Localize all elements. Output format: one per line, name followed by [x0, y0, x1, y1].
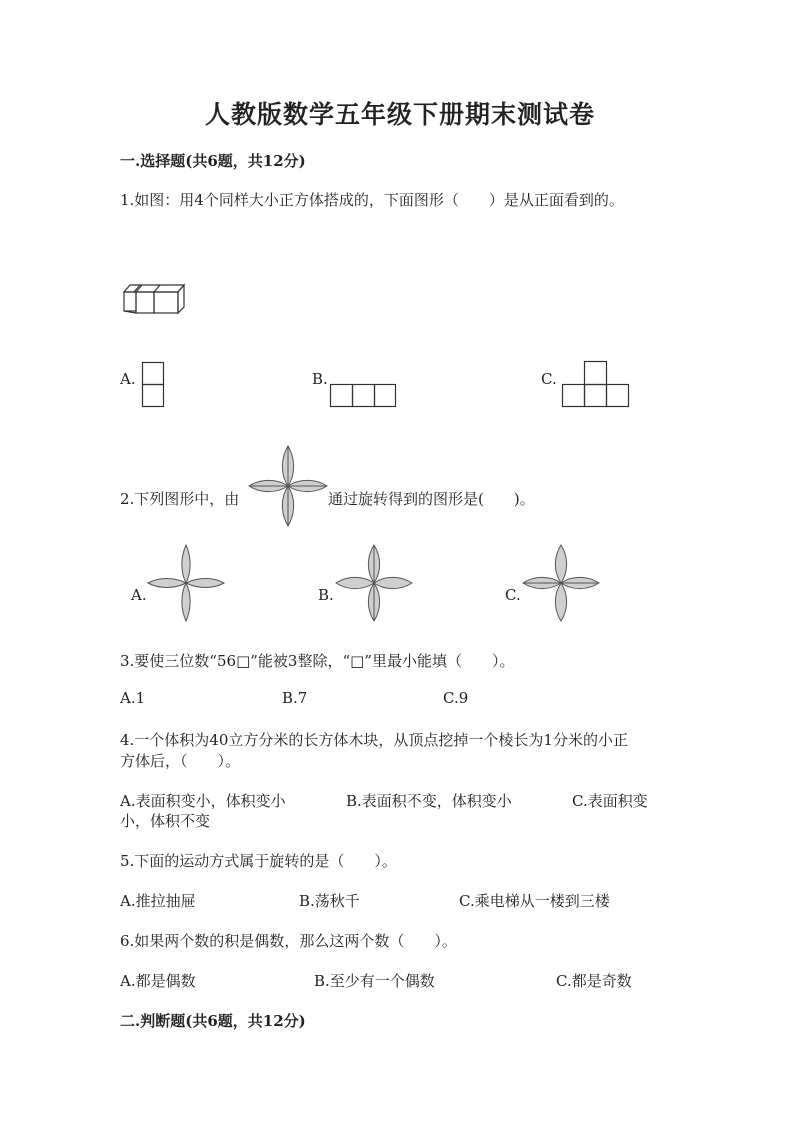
page-title: 人教版数学五年级下册期末测试卷	[204, 100, 595, 129]
question-2-text-before: 2.下列图形中，由	[120, 490, 240, 508]
q5-option-a[interactable]: A.推拉抽屉	[120, 892, 196, 910]
q2-option-b-figure	[336, 544, 416, 624]
q6-option-c[interactable]: C.都是奇数	[556, 972, 632, 990]
question-5-text: 5.下面的运动方式属于旋转的是（ ）。	[120, 852, 397, 870]
q1-option-a-figure	[142, 362, 166, 408]
q2-option-c-figure	[523, 544, 603, 624]
q5-option-b[interactable]: B.荡秋千	[299, 892, 360, 910]
question-6-text: 6.如果两个数的积是偶数，那么这两个数（ ）。	[120, 932, 457, 950]
q4-option-c-part1[interactable]: C.表面积变	[572, 792, 648, 810]
q1-option-c-label[interactable]: C.	[541, 370, 557, 388]
q2-option-a-label[interactable]: A.	[131, 586, 147, 604]
q3-option-b[interactable]: B.7	[282, 689, 308, 707]
q1-cubes-figure	[124, 283, 186, 315]
q4-option-c-part2[interactable]: 小，体积不变	[120, 812, 211, 830]
q1-option-c-figure	[562, 361, 630, 409]
question-4-text-line2: 方体后，（ ）。	[120, 752, 241, 770]
q1-option-b-label[interactable]: B.	[312, 370, 328, 388]
q4-option-b[interactable]: B.表面积不变，体积变小	[346, 792, 512, 810]
q3-option-a[interactable]: A.1	[120, 689, 146, 707]
question-3-text: 3.要使三位数“56□”能被3整除，“□”里最小能填（ ）。	[120, 652, 515, 670]
question-2-text-after: 通过旋转得到的图形是( )。	[328, 490, 535, 508]
q3-option-c[interactable]: C.9	[443, 689, 469, 707]
q1-option-a-label[interactable]: A.	[120, 370, 136, 388]
q2-option-b-label[interactable]: B.	[318, 586, 334, 604]
q4-option-a[interactable]: A.表面积变小，体积变小	[120, 792, 286, 810]
q2-pinwheel-figure	[249, 446, 329, 528]
q6-option-a[interactable]: A.都是偶数	[120, 972, 196, 990]
q1-option-b-figure	[330, 384, 398, 408]
q2-option-c-label[interactable]: C.	[505, 586, 521, 604]
section-2-heading: 二.判断题(共6题，共12分)	[120, 1012, 306, 1030]
q5-option-c[interactable]: C.乘电梯从一楼到三楼	[459, 892, 610, 910]
question-4-text-line1: 4.一个体积为40立方分米的长方体木块，从顶点挖掉一个棱长为1分米的小正	[120, 731, 628, 749]
q6-option-b[interactable]: B.至少有一个偶数	[314, 972, 435, 990]
section-1-heading: 一.选择题(共6题，共12分)	[120, 152, 306, 170]
question-1-text: 1.如图：用4个同样大小正方体搭成的，下面图形（ ）是从正面看到的。	[120, 191, 624, 209]
q2-option-a-figure	[148, 544, 228, 624]
